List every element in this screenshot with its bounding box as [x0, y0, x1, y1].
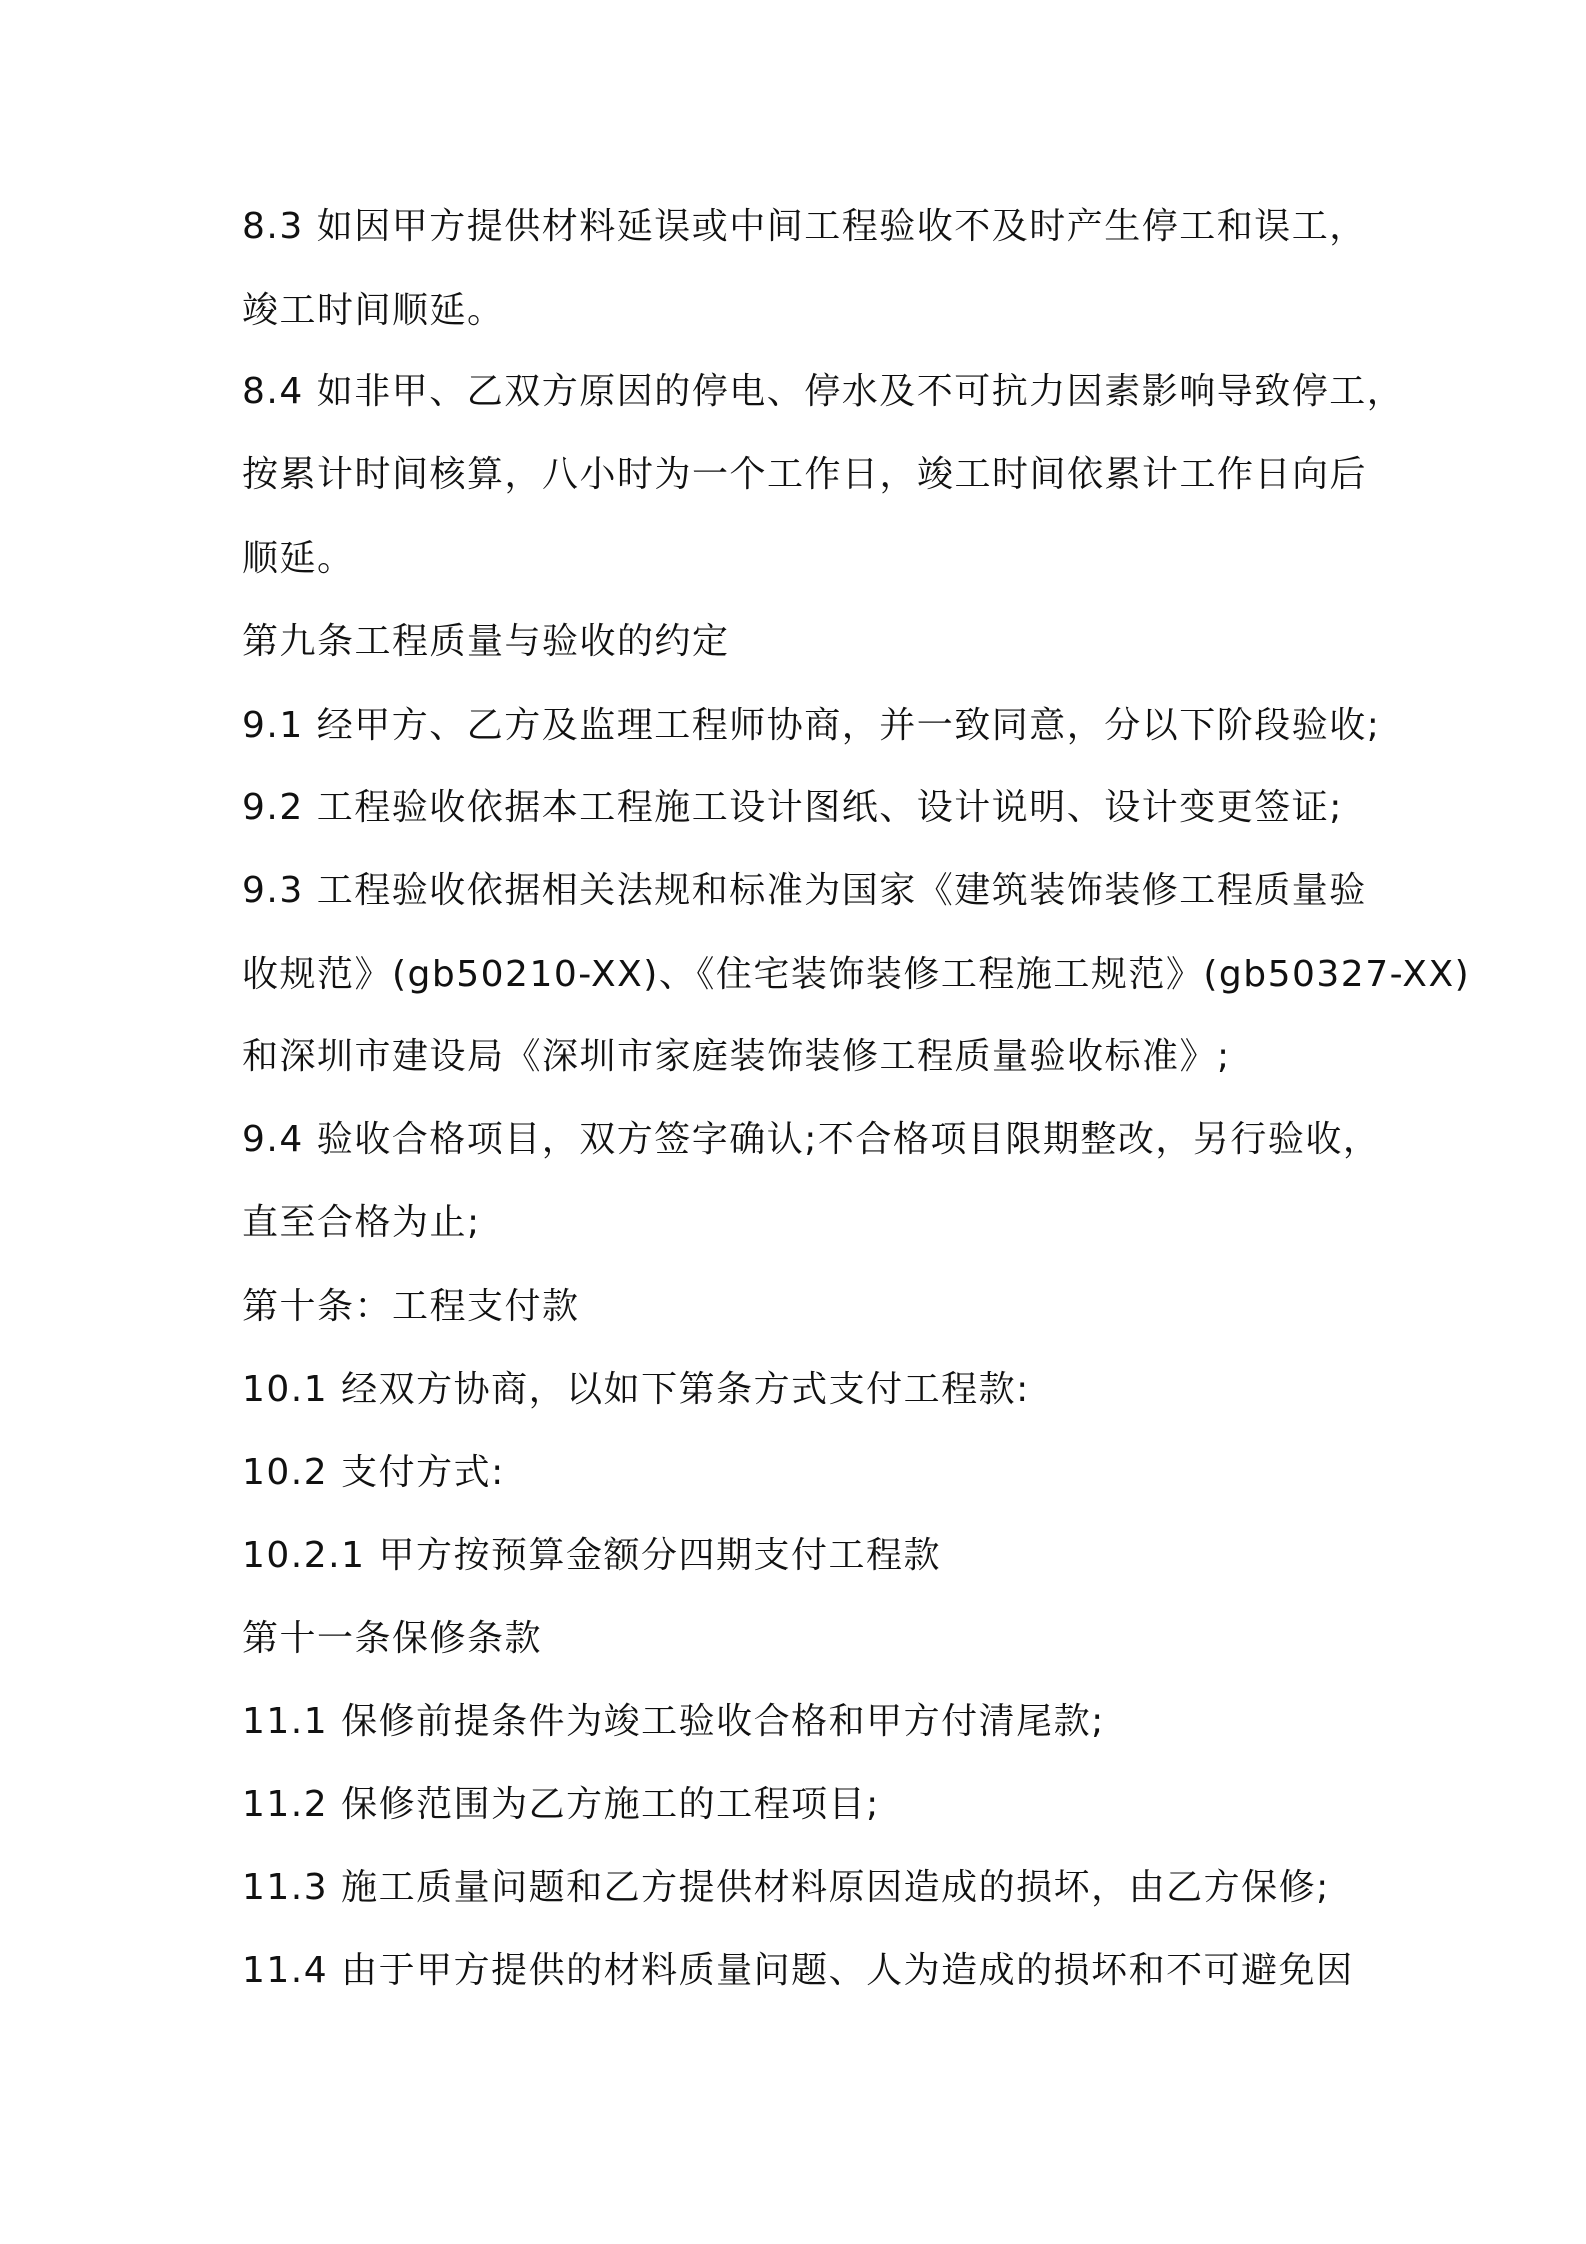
clause-9-3-line-3: 和深圳市建设局《深圳市家庭装饰装修工程质量验收标准》;: [242, 1036, 1231, 1077]
clause-9-3-line-2: 收规范》(gb50210-XX)、《住宅装饰装修工程施工规范》(gb50327-XX): [242, 954, 1471, 995]
clause-11-4-line-1: 11.4 由于甲方提供的材料质量问题、人为造成的损坏和不可避免因: [242, 1950, 1354, 1991]
clause-9-3-line-1: 9.3 工程验收依据相关法规和标准为国家《建筑装饰装修工程质量验: [242, 870, 1367, 911]
clause-10-2-1: 10.2.1 甲方按预算金额分四期支付工程款: [242, 1535, 941, 1576]
clause-9-4-line-2: 直至合格为止;: [242, 1202, 481, 1243]
article-9-heading: 第九条工程质量与验收的约定: [242, 621, 730, 662]
clause-8-4-line-2: 按累计时间核算，八小时为一个工作日，竣工时间依累计工作日向后: [242, 454, 1368, 495]
clause-9-2: 9.2 工程验收依据本工程施工设计图纸、设计说明、设计变更签证;: [242, 787, 1343, 828]
article-11-heading: 第十一条保修条款: [242, 1618, 543, 1659]
clause-9-1: 9.1 经甲方、乙方及监理工程师协商，并一致同意，分以下阶段验收;: [242, 705, 1381, 746]
clause-11-3: 11.3 施工质量问题和乙方提供材料原因造成的损坏，由乙方保修;: [242, 1867, 1330, 1908]
clause-8-4-line-3: 顺延。: [242, 538, 355, 579]
clause-8-4-line-1: 8.4 如非甲、乙双方原因的停电、停水及不可抗力因素影响导致停工，: [242, 371, 1405, 412]
clause-9-4-line-1: 9.4 验收合格项目，双方签字确认;不合格项目限期整改，另行验收，: [242, 1119, 1381, 1160]
article-10-heading: 第十条：工程支付款: [242, 1286, 580, 1327]
clause-10-2: 10.2 支付方式:: [242, 1452, 505, 1493]
clause-11-2: 11.2 保修范围为乙方施工的工程项目;: [242, 1784, 880, 1825]
clause-11-1: 11.1 保修前提条件为竣工验收合格和甲方付清尾款;: [242, 1701, 1105, 1742]
clause-8-3-line-1: 8.3 如因甲方提供材料延误或中间工程验收不及时产生停工和误工，: [242, 206, 1367, 247]
clause-10-1: 10.1 经双方协商，以如下第条方式支付工程款:: [242, 1369, 1030, 1410]
clause-8-3-line-2: 竣工时间顺延。: [242, 290, 505, 331]
